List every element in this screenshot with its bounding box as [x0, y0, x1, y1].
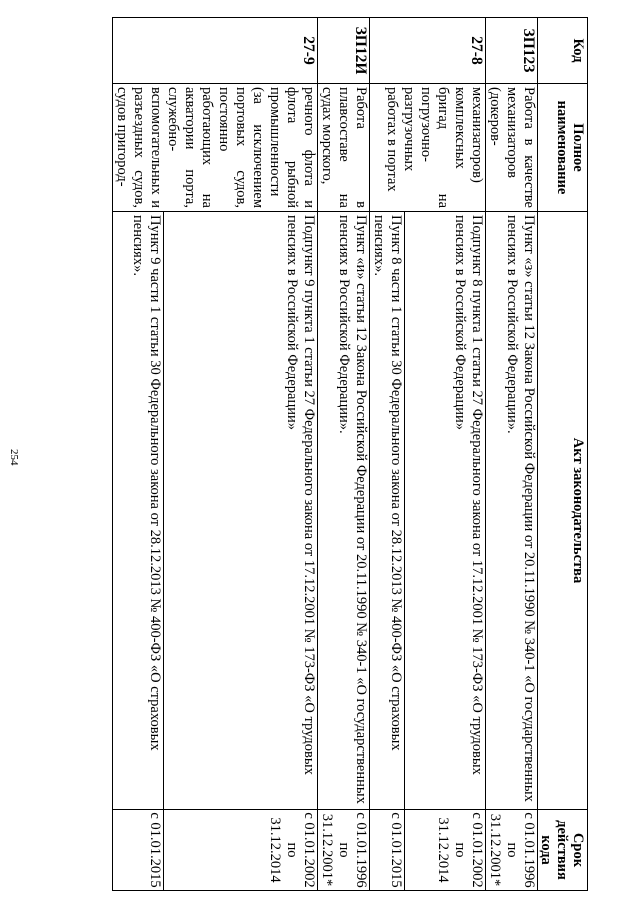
header-name: Полное наименование [538, 84, 588, 212]
period-cell: с 01.01.1996 по 31.12.2001* [318, 810, 370, 891]
act-cell: Пункт 9 части 1 статьи 30 Федерального закона от 28.12.2013 № 400-ФЗ «О страховых пенсиях». [113, 212, 164, 810]
header-row [538, 18, 588, 891]
header-act: Акт законодательства [538, 212, 588, 810]
name-cell: механизаторов) комплексных бригад на погрузочно-разгрузочных работах в портах [370, 84, 486, 212]
header-period: Срок действия кода [538, 810, 588, 891]
code-cell: ЗП12З [486, 18, 538, 84]
page-number: 254 [8, 449, 20, 466]
header-code: Код [538, 18, 588, 84]
act-cell: Пункт 8 части 1 статьи 30 Федерального закона от 28.12.2013 № 400-ФЗ «О страховых пенсиях». [370, 212, 405, 810]
table-row [486, 18, 538, 891]
name-cell: Работа в качестве механизаторов (докеров- [486, 84, 538, 212]
period-cell: с 01.01.2002 по 31.12.2014 [163, 810, 317, 891]
act-cell: Подпункт 8 пункта 1 статьи 27 Федерального закона от 17.12.2001 № 173-ФЗ «О трудовых пенсиях в Российской Федерации» [405, 212, 486, 810]
code-cell: 27-9 [113, 18, 318, 84]
name-cell: Работа в плавсоставе на судах морского, [318, 84, 370, 212]
name-cell: речного флота и флота рыбной промышленности (за исключением портовых судов, постоянно работающих на акватории порта, служебно-вспомогательных и разъездных судов, судов пригород- [113, 84, 318, 212]
period-cell: с 01.01.2002 по 31.12.2014 [405, 810, 486, 891]
table-row [163, 18, 317, 891]
table-row [318, 18, 370, 891]
table-row [405, 18, 486, 891]
act-cell: Пункт «з» статьи 12 Закона Российской Федерации от 20.11.1990 № 340-1 «О государственных пенсиях в Российской Федерации». [486, 212, 538, 810]
act-cell: Подпункт 9 пункта 1 статьи 27 Федерального закона от 17.12.2001 № 173-ФЗ «О трудовых пенсиях в Российской Федерации» [163, 212, 317, 810]
code-cell: 27-8 [370, 18, 486, 84]
act-cell: Пункт «и» статьи 12 Закона Российской Федерации от 20.11.1990 № 340-1 «О государственных пенсиях в Российской Федерации». [318, 212, 370, 810]
code-cell: ЗП12И [318, 18, 370, 84]
period-cell: с 01.01.2015 [370, 810, 405, 891]
period-cell: с 01.01.2015 [113, 810, 164, 891]
period-cell: с 01.01.1996 по 31.12.2001* [486, 810, 538, 891]
codes-table [112, 17, 588, 891]
